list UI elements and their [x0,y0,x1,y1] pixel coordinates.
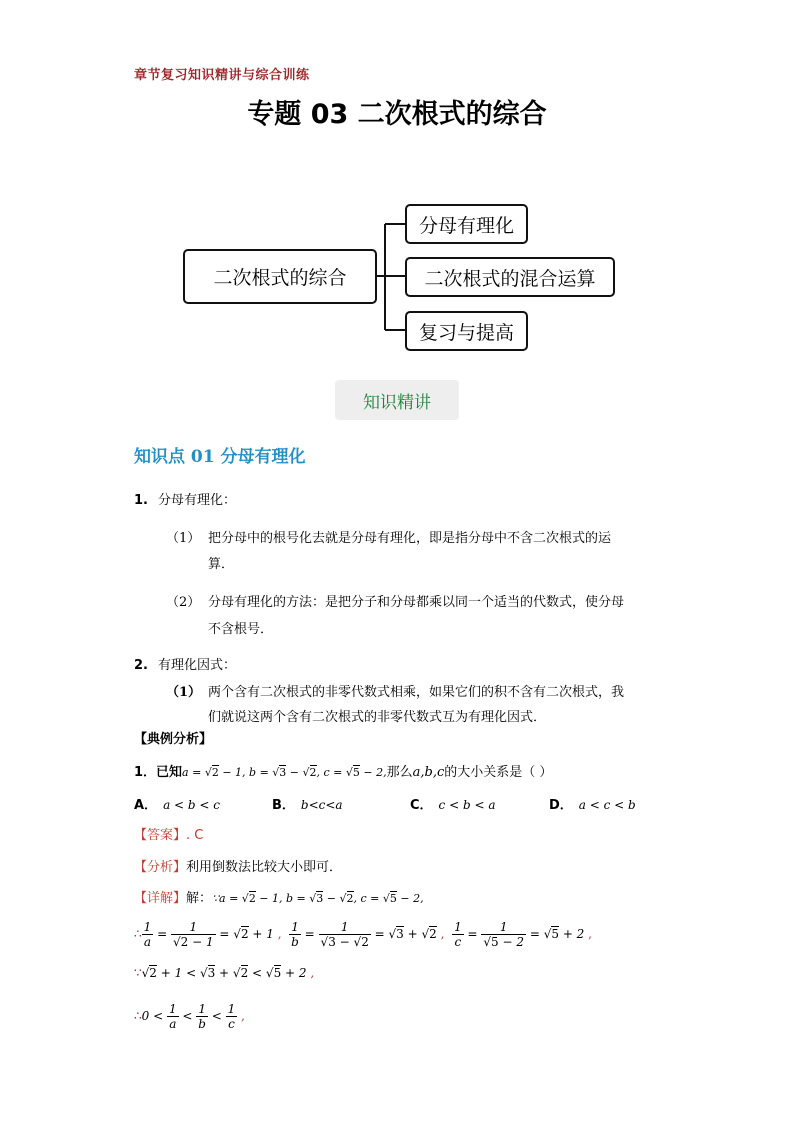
item-2-number: 2. [134,658,148,673]
option-b-label: B． [272,798,295,813]
section-badge: 知识精讲 [335,380,459,420]
question-prefix: 1．已知 [134,765,183,780]
answer-label: 【答案】 [134,828,187,843]
mindmap-connectors [0,0,794,380]
item-1-sub-1-line-1: 把分母中的根号化去就是分母有理化，即是指分母中不含二次根式的运 [208,531,612,546]
mindmap-branch-2: 二次根式的混合运算 [405,257,615,297]
question-vars: a,b,c [412,765,445,780]
option-a[interactable] [134,794,220,817]
question-suffix: 那么 [386,765,413,780]
item-1-sub-2-line-1: 分母有理化的方法：是把分子和分母都乘以同一个适当的代数式，使分母 [208,595,625,610]
option-a-label: A． [134,798,158,813]
answer-value: . C [186,828,204,843]
detail-inequality: ∵√2 + 1 < √3 + √2 < √5 + 2 , [134,966,315,980]
item-1-sub-2-line-2: 不含根号． [208,622,274,637]
mindmap-branch-3: 复习与提高 [405,311,528,351]
knowledge-point-title: 知识点 01 分母有理化 [134,447,306,467]
analysis-label: 【分析】 [134,860,187,875]
item-2-sub-1-number: （1） [166,685,202,700]
item-1-sub-1-line-2: 算． [208,557,235,572]
item-2-sub-1-line-2: 们就说这两个含有二次根式的非零代数式互为有理化因式． [208,710,547,725]
analysis [134,857,342,879]
detail-conclusion: ∴ 0 < $\frac{1}{a}$ < $\frac{1}{b}$ < $\frac{1}{c}$ , [134,1001,245,1031]
option-d-label: D． [549,798,573,813]
detail-text: 解： [186,891,213,906]
option-d[interactable] [549,794,636,817]
item-1-label: 分母有理化： [158,493,237,508]
detail [134,888,424,910]
answer [134,825,203,847]
option-b-value: b<c<a [300,798,343,812]
analysis-text: 利用倒数法比较大小即可． [186,860,343,875]
item-1-sub-1-number: （1） [166,531,201,546]
option-c-value: c < b < a [438,798,496,812]
question-1 [134,762,552,784]
mindmap-branch-1: 分母有理化 [405,204,528,244]
detail-reciprocals: ∴ $\frac{1}{a}$ = $\frac{1}{√2 - 1}$ = √2 + 1 , $\frac{1}{b}$ = $\frac{1}{√3 - √2}$ = √3 + √2 , $\frac{1}{c}$ = $\frac{1}{√5 - 2}$ = √5 + 2 , [134,919,592,949]
detail-label: 【详解】 [134,891,187,906]
page-title: 专题 03 二次根式的综合 [247,99,547,130]
option-a-value: a < b < c [163,798,220,812]
item-2-label: 有理化因式： [158,658,237,673]
detail-given: ∵a = √2 − 1, b = √3 − √2, c = √5 − 2, [212,892,424,905]
option-b[interactable] [272,794,343,817]
question-condition: a = √2 − 1, b = √3 − √2, c = √5 − 2, [182,766,387,779]
mindmap-root: 二次根式的综合 [183,249,377,304]
header-tag: 章节复习知识精讲与综合训练 [134,68,310,83]
option-c-label: C． [410,798,433,813]
item-2-sub-1-line-1: 两个含有二次根式的非零代数式相乘，如果它们的积不含有二次根式，我 [208,685,625,700]
item-1-sub-2-number: （2） [166,595,201,610]
example-header: 【典例分析】 [134,732,213,747]
question-tail: 的大小关系是（ ） [444,765,553,780]
option-c[interactable] [410,794,495,817]
option-d-value: a < c < b [578,798,636,812]
item-1-number: 1. [134,493,148,508]
